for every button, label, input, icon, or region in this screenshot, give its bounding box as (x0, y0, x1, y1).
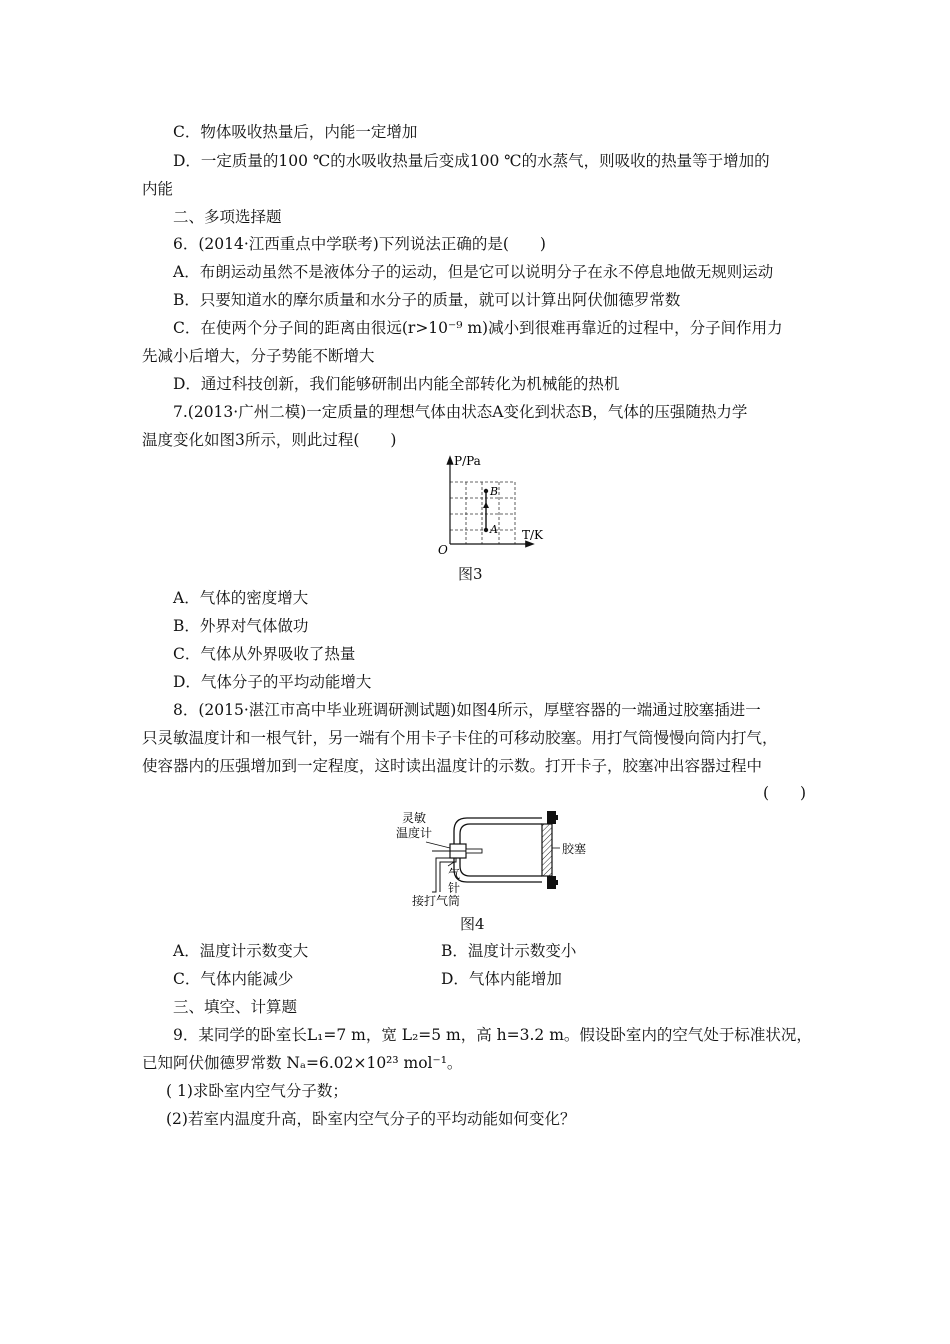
section-multiple-choice-heading: 二、多项选择题 (173, 208, 282, 226)
q9-stem-line2: 已知阿伏伽德罗常数 Nₐ=6.02×10²³ mol⁻¹。 (142, 1054, 463, 1072)
q6-option-d: D．通过科技创新，我们能够研制出内能全部转化为机械能的热机 (173, 375, 620, 393)
q8-stem-line1: 8．(2015·湛江市高中毕业班调研测试题)如图4所示，厚壁容器的一端通过胶塞插进一 (173, 701, 761, 719)
q9-sub-question-1: ( 1)求卧室内空气分子数； (166, 1082, 348, 1100)
rubber-plug (542, 824, 552, 876)
needle-label-1: 气 (448, 867, 461, 881)
q8-option-b: B．温度计示数变小 (441, 942, 577, 960)
q7-option-d: D．气体分子的平均动能增大 (173, 673, 372, 691)
plug-label: 胶塞 (562, 842, 587, 856)
thermometer-label-1: 灵敏 (402, 811, 427, 825)
q6-option-b: B．只要知道水的摩尔质量和水分子的质量，就可以计算出阿伏伽德罗常数 (173, 291, 681, 309)
needle-label-2: 针 (448, 881, 461, 895)
q7-option-a: A．气体的密度增大 (173, 589, 309, 607)
q8-stem-line4: ( ) (763, 784, 807, 802)
q6-stem: 6．(2014·江西重点中学联考)下列说法正确的是( ) (173, 235, 546, 253)
figure-4-container-diagram (392, 806, 602, 908)
q5-option-c: C．物体吸收热量后，内能一定增加 (173, 123, 418, 141)
figure-3-caption: 图3 (458, 565, 483, 583)
q8-option-c: C．气体内能减少 (173, 970, 294, 988)
q7-stem-line1: 7.(2013·广州二模)一定质量的理想气体由状态A变化到状态B，气体的压强随热力学 (173, 403, 748, 421)
q6-option-c-line2: 先减小后增大，分子势能不断增大 (142, 347, 375, 365)
q6-option-c-line1: C．在使两个分子间的距离由很远(r>10⁻⁹ m)减小到很难再靠近的过程中，分子间作用力 (173, 319, 783, 337)
point-a-label: A (490, 523, 498, 536)
point-b (484, 489, 488, 493)
thermometer (466, 849, 482, 853)
figure-3-pt-graph (430, 452, 560, 556)
q5-option-d-line1: D．一定质量的100 ℃的水吸收热量后变成100 ℃的水蒸气，则吸收的热量等于增加的 (173, 152, 770, 170)
figure-4-caption: 图4 (460, 915, 485, 933)
pump-label: 接打气筒 (412, 894, 461, 908)
point-b-label: B (490, 485, 499, 498)
section-fill-calc-heading: 三、填空、计算题 (173, 998, 298, 1016)
q8-stem-line2: 只灵敏温度计和一根气针，另一端有个用卡子卡住的可移动胶塞。用打气筒慢慢向筒内打气， (142, 729, 778, 747)
x-axis-label: T/K (522, 528, 544, 542)
q7-option-c: C．气体从外界吸收了热量 (173, 645, 356, 663)
origin-label: O (438, 543, 448, 556)
q8-option-a: A．温度计示数变大 (173, 942, 309, 960)
q7-stem-line2: 温度变化如图3所示，则此过程( ) (142, 431, 397, 449)
q8-option-d: D．气体内能增加 (441, 970, 562, 988)
q7-option-b: B．外界对气体做功 (173, 617, 309, 635)
q5-option-d-line2: 内能 (142, 180, 174, 198)
y-axis-label: P/Pa (454, 454, 481, 468)
point-a (484, 528, 488, 532)
q9-stem-line1: 9．某同学的卧室长L₁=7 m，宽 L₂=5 m，高 h=3.2 m。假设卧室内的空气处于标准状况， (173, 1026, 812, 1044)
q9-sub-question-2: (2)若室内温度升高，卧室内空气分子的平均动能如何变化？ (166, 1110, 576, 1128)
q8-stem-line3: 使容器内的压强增加到一定程度，这时读出温度计的示数。打开卡子，胶塞冲出容器过程中 (142, 757, 763, 775)
q6-option-a: A．布朗运动虽然不是液体分子的运动，但是它可以说明分子在永不停息地做无规则运动 (173, 263, 774, 281)
thermometer-label-2: 温度计 (396, 826, 433, 840)
